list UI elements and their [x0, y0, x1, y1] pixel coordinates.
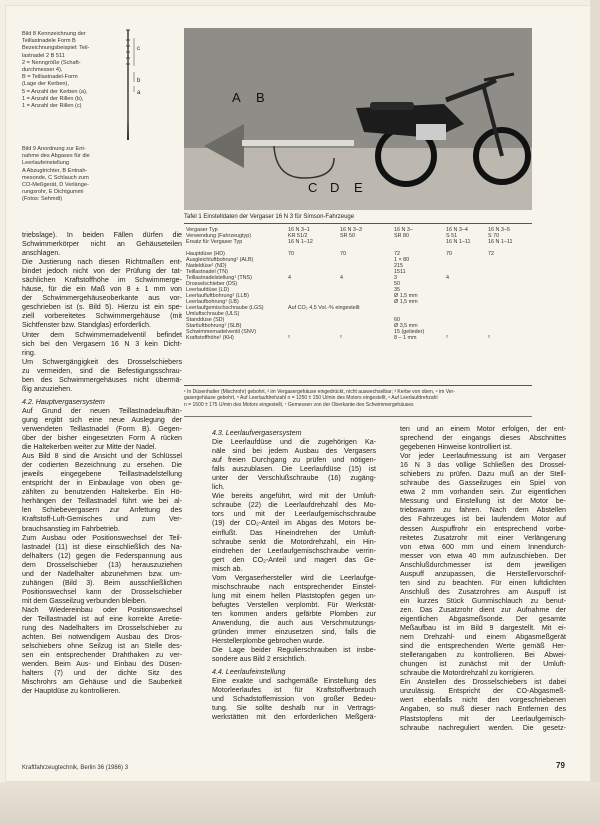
table-cell: Ersatz für Vergaser Typ: [186, 239, 243, 245]
text-line: über der bisher eingesetzten Form A rücken: [22, 434, 182, 443]
text-line: befugtes Verstellen verplombt. Für Werkstät-: [212, 600, 376, 609]
text-line: sprechend der eingangs dieses Abschnittes: [400, 434, 566, 443]
caption8-line: 1 = Anzahl der Rillen (c): [22, 103, 82, 110]
table-cell: 4: [340, 275, 343, 281]
text-line: eigentlichen Abgasmeßsonde. Der gesamte: [400, 614, 566, 623]
text-line: reitetes Zusatzrohr mit einer Verlängerung: [400, 533, 566, 542]
text-column-left: [22, 231, 182, 696]
photo-label-d: D: [330, 180, 340, 195]
text-line: ben des Schwimmergehäuses nicht übermä-: [22, 375, 182, 384]
caption8-line: (Lage der Kerben),: [22, 81, 69, 88]
text-line: ziell vorbereitetes Schwimmergehäuse (mit: [22, 312, 182, 321]
caption9-line: CO-Meßgerät, D Verlänge-: [22, 182, 89, 189]
text-line: Die Lage beider Regulierschrauben ist insbe-: [212, 646, 376, 655]
text-line: Messung und Einstellung ist der Motor be-: [400, 497, 566, 506]
text-line: auf freien Durchgang zu prüfen und nötigen-: [212, 456, 376, 465]
photo-label-a: A: [232, 90, 241, 105]
caption9-line: A Abzugtrichter, B Entnah-: [22, 167, 88, 174]
text-line: mischschraube nach entsprechender Einstel-: [212, 582, 376, 591]
text-line: nem Drehzahl- und einem Abgasmeßgerät: [400, 633, 566, 642]
caption9-line: (Fotos: Sehmdt): [22, 196, 63, 203]
text-line: der Teillastnadel ist auf eine korrekte Arretie-: [22, 614, 182, 623]
text-line: wert ebenfalls nicht den vorgeschriebenen: [400, 696, 566, 705]
text-line: halters (7) und der dichte Sitz des: [22, 669, 182, 678]
text-line: selschiebers ohne Seilzug ist an Stelle des-: [22, 642, 182, 651]
table-cell: Kraftstoffhöhe¹ (KH): [186, 335, 234, 341]
text-line: zählten zu benutzenden Haltekerbe. Ein Hö-: [22, 488, 182, 497]
caption8-line: durchmesser 4),: [22, 67, 63, 74]
footnote-line: ¹ In Düsenhalter (Mischrohr) gebohrt, ² im Vergasergehäuse eingedrückt, nicht auswechselbar; ³ Kerbe von oben, ⁴ im Ver-: [184, 389, 455, 395]
table-cell: 60: [394, 317, 400, 323]
table-cell: Ausgleichluftbohrung¹ (ALB): [186, 257, 254, 263]
text-line: Zum Ausbau oder Positionswechsel der Teil-: [22, 533, 182, 542]
table-cell: Teillastnadel (TN): [186, 269, 228, 275]
section-divider: [184, 416, 532, 417]
text-line: Unter dem Schwimmernadelventil befindet: [22, 330, 182, 339]
table-cell: Leerlaufbohrung¹ (LB): [186, 299, 239, 305]
text-line: mit dem Gasseilzug verbunden bleiben.: [22, 596, 147, 605]
page-number: 79: [556, 761, 565, 770]
text-line: der codierten Bezeichnung zu ersehen. Die: [22, 461, 182, 470]
table-cell: Verwendung (Fahrzeugtyp): [186, 233, 252, 239]
text-line: werkstätten mit den erforderlichen Meßgerä-: [212, 713, 376, 722]
caption9-line: Leerlaufeinstellung: [22, 160, 69, 167]
table-cell: KR 51/2: [288, 233, 308, 239]
caption8-line: 2 = Nenngröße (Schaft-: [22, 59, 81, 66]
table-cell: Schwimmernadelventil (SNV): [186, 329, 257, 335]
table-cell: 72: [394, 251, 400, 257]
text-line: lastnadel (11) ist diese einschließlich des Na-: [22, 542, 182, 551]
table-cell: 70: [446, 251, 452, 257]
table-cell: 4: [288, 275, 291, 281]
text-line: gert den CO₂-Anteil und magert das Ge-: [212, 555, 376, 564]
photo-label-e: E: [354, 180, 363, 195]
text-column-right: [400, 425, 566, 733]
text-line: Wie bereits angeführt, wird mit der Umluft-: [212, 492, 376, 501]
table-column-16n3-3: [340, 227, 362, 341]
text-line: Kraftstoff-Luft-Gemisches und zum Ver-: [22, 515, 182, 524]
table-cell: 16 N 3–4: [446, 227, 468, 233]
table-cell: 35: [394, 287, 400, 293]
table-cell: 3: [394, 275, 397, 281]
table-cell: Ø 1,5 mm: [394, 299, 418, 305]
table-cell: Standdüse (SD): [186, 317, 225, 323]
paper-edge-bottom: [0, 782, 600, 825]
section-heading: 4.2. Hauptvergasersystem: [22, 397, 105, 406]
text-line: delhalters (12) gegen die Federspannung aus: [22, 551, 182, 560]
table-cell: 70: [340, 251, 346, 257]
table-cell: 50: [394, 281, 400, 287]
text-line: schraube des Gasseilzuges ein Spiel von: [400, 479, 566, 488]
text-line: geschrieben ist (s. Bild 5). Hierzu ist ein spe-: [22, 303, 182, 312]
footnote-line: gasergehäuse gebohrt, ⁵ Auf Leerlaufdrehzahl n = 1250 ± 150 U/min des Motors eingestellt, ⁶ Auf Leerlaufdrehzahl: [184, 395, 438, 402]
text-line: schraube nachreguliert werden. Die gesetz-: [400, 723, 566, 732]
table-cell: 72: [488, 251, 494, 257]
text-line: schraube (22) die Leerlaufdrehzahl des Mo-: [212, 501, 376, 510]
text-line: ßig anzuziehen.: [22, 384, 73, 393]
moped-exhaust-photo: [184, 28, 532, 210]
text-line: gründen immer einzusetzen sind, falls die: [212, 628, 376, 637]
figure-8-caption: [22, 31, 134, 110]
text-line: Eine exakte und sachgemäße Einstellung des: [212, 677, 376, 686]
text-line: Um Schwergängigkeit des Drosselschiebers: [22, 357, 182, 366]
table-cell: Leerlaufluftbohrung¹ (LLB): [186, 293, 249, 299]
text-line: Aus Bild 8 sind die Ansicht und der Schlüssel: [22, 452, 182, 461]
text-line: häuse, für die ein Maß von 8 ± 1 mm von: [22, 285, 182, 294]
table-cell: Ø 1,5 mm: [394, 293, 418, 299]
text-line: lung mit einem hellen Plaststopfen gegen un-: [212, 591, 376, 600]
text-line: anschlagen.: [22, 249, 61, 258]
caption8-line: lastnadel 2 B 511: [22, 52, 65, 59]
table-title: Tafel 1 Einstelldaten der Vergaser 16 N 3 für Simson-Fahrzeuge: [184, 214, 355, 220]
paper-edge-right: [590, 0, 600, 825]
text-column-middle: [212, 425, 376, 723]
table-cell: 16 N 3–: [394, 227, 413, 233]
table-cell: Nadeldüse¹ (ND): [186, 263, 227, 269]
text-line: (19) der CO₂-Anteil im Abgas des Motors be-: [212, 519, 376, 528]
text-line: des Fahrzeuges ist bei laufendem Motor auf: [400, 515, 566, 524]
text-line: Mischrohrs am Gehäuse und die Sauberkeit: [22, 678, 182, 687]
text-line: Nach Wiedereinbau oder Positionswechsel: [22, 605, 182, 614]
table-cell: 1 × 80: [394, 257, 410, 263]
table-footnotes: [184, 389, 534, 408]
text-line: gung ergibt sich eine neue Auslegung der: [22, 415, 182, 424]
text-line: sind die entsprechenden Werte gemäß Her-: [400, 642, 566, 651]
text-line: die Haltekerben weiter zur Mitte der Nadel.: [22, 443, 157, 452]
text-line: von etwa 600 mm und einem Innendurch-: [400, 542, 566, 551]
text-line: Plaststopfens mit der Leerlaufgemisch-: [400, 714, 566, 723]
text-line: 16 N 3 das völlige Schließen des Drossel-: [400, 461, 566, 470]
text-line: verwendeten Teillastnadel (Form B). Gegen-: [22, 424, 182, 433]
text-line: der Schwimmergehäuseoberkante aus vor-: [22, 294, 182, 303]
caption8-line: B = Teillastnadel-Form: [22, 74, 78, 81]
text-line: und der Nadelhalter abzunehmen bzw. um-: [22, 569, 182, 578]
text-line: tung. Sie sollte deshalb nur in Vertrags-: [212, 704, 376, 713]
section-heading: 4.4. Leerlaufeinstellung: [212, 668, 286, 677]
text-line: Sichtfenster bzw. Standglas) erforderlich.: [22, 321, 151, 330]
table-cell: 70: [288, 251, 294, 257]
text-line: unzulässig. Entspricht der CO-Abgasmeß-: [400, 687, 566, 696]
table-cell: Hauptdüse (HD): [186, 251, 225, 257]
text-line: jeweils eingegebene Teillastnadelstellung: [22, 470, 182, 479]
text-line: tors und mit der Leerlaufgemischschraube: [212, 510, 376, 519]
text-line: näle sind bei jedem Ausbau des Vergasers: [212, 447, 376, 456]
table-cell: ²: [446, 335, 448, 341]
table-cell: Vergaser Typ: [186, 227, 218, 233]
table-cell: 16 N 3–3: [340, 227, 362, 233]
table-cell: Ø 3,5 mm: [394, 323, 418, 329]
needle-label-a: a: [137, 90, 141, 96]
text-line: entspricht der in Einbaulage von oben ge-: [22, 479, 182, 488]
caption9-line: Bild 9 Anordnung zur Ent-: [22, 146, 86, 152]
text-line: ten und an einem Motor erfolgen, der ent-: [400, 425, 566, 433]
text-line: Vor jeder Leerlaufmessung ist am Vergaser: [400, 452, 566, 461]
text-line: triebswarm zu fahren. Nach dem Abstellen: [400, 506, 566, 515]
text-line: ten kommen anders gefärbte Plomben zur: [212, 609, 376, 618]
table-column-16n3-5: [488, 227, 512, 341]
text-line: falls auszublasen. Die Leerlaufdüse (15) ist: [212, 465, 376, 474]
table-cell: 4: [446, 275, 449, 281]
needle-label-c: c: [137, 46, 140, 52]
text-line: schiebers zu prüfen. Dazu muß an der Stell-: [400, 470, 566, 479]
text-line: Anschluß des Zusatzrohres am Auspuff ist: [400, 587, 566, 596]
text-line: schraube die Motordrehzahl zu korrigieren.: [400, 669, 535, 678]
table-cell: Teillastnadelstellung¹ (TNS): [186, 275, 252, 281]
text-line: Anwendung, die auch aus Verschmutzungs-: [212, 618, 376, 627]
table-cell: 16 N 3–5: [488, 227, 510, 233]
text-line: zu vermeiden, sind die Befestigungsschrau-: [22, 366, 182, 375]
table-cell: Umluftschraube (ULS): [186, 311, 240, 317]
table-cell: Drosselschieber (DS): [186, 281, 238, 287]
text-line: dem Drosselschieber (13) herauszuziehen: [22, 560, 182, 569]
text-line: achten. Bei notwendigem Ausbau des Dros-: [22, 633, 182, 642]
table-cell: ²: [488, 335, 490, 341]
text-line: ten sind zu beachten. Für einen luftdichten: [400, 578, 566, 587]
text-line: len Schiebevergasern zur Anfettung des: [22, 506, 182, 515]
table-bottom-rule: [184, 385, 532, 386]
text-line: unter der Verschlußschraube (16) zugäng-: [212, 474, 376, 483]
table-cell: 1511: [394, 269, 406, 275]
text-line: Angaben, so muß dieser nach Entfernen des: [400, 705, 566, 714]
needle-drawing: [120, 28, 150, 148]
text-line: sich bei den Vergasern 16 N 3 kein Dicht-: [22, 339, 182, 348]
caption9-line: nahme des Abgases für die: [22, 153, 90, 160]
text-line: Die Leerlaufdüse und die zugehörigen Ka-: [212, 438, 376, 447]
table-cell: S 70: [488, 233, 500, 239]
table-column-16n3-sr80: [394, 227, 424, 341]
table-cell: 8 – 1 mm: [394, 335, 417, 341]
table-cell: Leerlaufdüse (LD): [186, 287, 230, 293]
photo-label-b: B: [256, 90, 265, 105]
table-cell: 16 N 1–11: [488, 239, 513, 245]
caption8-line: Teillastnadele Form B: [22, 38, 76, 45]
text-line: sen ein entsprechender Drahthaken zu ver-: [22, 651, 182, 660]
text-line: sächlichen Kraftstoffhöhe im Schwimmerge-: [22, 276, 182, 285]
table-column-parameters: [186, 227, 264, 341]
caption9-line: mesonde, C Schlauch zum: [22, 174, 89, 181]
caption9-line: rungsrohr, E Dichtgummi: [22, 189, 84, 196]
text-line: Vom Vergaserhersteller wird die Leerlaufge-: [212, 573, 376, 582]
text-line: und Schadstoffemission von großer Bedeu-: [212, 695, 376, 704]
table-cell: Startluftbohrung¹ (SLB): [186, 323, 242, 329]
table-cell: 215: [394, 263, 403, 269]
table-cell: Leerlaufgemischschraube (LGS): [186, 305, 264, 311]
text-line: gegebenen Hinweise kontrolliert ist.: [400, 443, 512, 452]
text-line: wenden. Beim Aus- und Einbau des Düsen-: [22, 660, 182, 669]
text-line: misch ab.: [212, 564, 243, 573]
text-line: bindet jedoch nicht von der Prüfung der tat-: [22, 267, 182, 276]
text-line: sondere aus Bild 2 ersichtlich.: [212, 655, 307, 664]
caption8-line: Bezeichnungsbeispiel: Teil-: [22, 45, 90, 52]
caption8-line: 1 = Anzahl der Rillen (b),: [22, 95, 84, 102]
table-cell: 15 (gelieder): [394, 329, 425, 335]
text-line: Auspuff anzupassen, die Herstellervorschrif-: [400, 569, 566, 578]
table-cell: 16 N 1–11: [446, 239, 471, 245]
table-cell: SR 50: [340, 233, 355, 239]
figure-9-caption: [22, 146, 134, 204]
text-line: schraube senkt die Motordrehzahl, ein Hin-: [212, 537, 376, 546]
text-line: brauchsanstieg im Fahrbetrieb.: [22, 524, 120, 533]
text-line: Ein Anstellen des Drosselschiebers ist dabei: [400, 678, 566, 687]
text-line: ein kurzes Stück Gummischlauch zu benut-: [400, 596, 566, 605]
text-line: etwa 2 mm vorhanden sein. Zur eigentlichen: [400, 488, 566, 497]
section-heading: 4.3. Leerlaufvergasersystem: [212, 429, 302, 437]
text-line: Anschlußdurchmesser ist dem jeweiligen: [400, 560, 566, 569]
table-cell: ²: [288, 335, 290, 341]
text-line: lich.: [212, 483, 225, 492]
text-line: Motorleerlaufes ist für Kraftstoffverbrauch: [212, 686, 376, 695]
text-line: Positionswechsel kann der Drosselschieber: [22, 587, 182, 596]
text-line: Meßaufbau ist im Bild 9 dargestellt. Mit ei-: [400, 624, 566, 633]
table-cell: S 51: [446, 233, 458, 239]
table-cell: 16 N 3–1: [288, 227, 310, 233]
table-cell: 16 N 1–12: [288, 239, 313, 245]
caption8-line: 5 = Anzahl der Kerben (a),: [22, 88, 88, 95]
text-line: herhängen der Teillastnadel führt wie bei al-: [22, 497, 182, 506]
text-line: dessen Auspuffrohr ein entsprechend vorbe-: [400, 524, 566, 533]
table-top-rule: [184, 223, 532, 224]
needle-label-b: b: [137, 78, 141, 84]
text-line: ring.: [22, 348, 36, 357]
table-cell: ²: [340, 335, 342, 341]
caption8-line: Bild 8 Kennzeichnung der: [22, 31, 86, 37]
text-line: messer von etwa 40 mm aufzuschieben. Der: [400, 551, 566, 560]
table-cell: SR 80: [394, 233, 409, 239]
text-line: eindrehen der Leerlaufgemischschraube verrin-: [212, 546, 376, 555]
table-column-16n3-4: [446, 227, 470, 341]
text-line: stellerangaben zu kontrollieren. Bei Abwei-: [400, 651, 566, 660]
table-cell: Auf CO₂ 4,5 Vol.-% eingestellt: [288, 305, 360, 311]
text-line: chungen ist zunächst mit der Umluft-: [400, 660, 566, 669]
journal-footer: Kraftfahrzeugtechnik, Berlin 36 (1986) 3: [22, 765, 129, 771]
text-line: rung des Nadelhalters im Drosselschieber zu: [22, 624, 182, 633]
text-line: Schwimmerkörper nicht an Gehäuseteilen: [22, 240, 182, 249]
text-line: zuhängen (Bild 3). Beim ausschließlichen: [22, 578, 182, 587]
text-line: Auf Grund der neuen Teillastnadelaufhän-: [22, 406, 182, 415]
text-line: Herstellerplombe gebrochen wurde.: [212, 637, 325, 646]
text-line: einflußt. Das Hineindrehen der Umluft-: [212, 528, 376, 537]
text-line: Die Justierung nach diesen Richtmaßen ent-: [22, 258, 182, 267]
text-line: der Hauptdüse zu kontrollieren.: [22, 687, 121, 696]
photo-label-c: C: [308, 180, 318, 195]
footnote-line: n = 1500 ± 175 U/min des Motors eingestellt, ⁷ Gemessen von der Oberkante des Schwimmergehäuses: [184, 401, 414, 408]
text-line: zen. Das Zusatzrohr dient zur Aufnahme der: [400, 605, 566, 614]
text-line: triebslage). In beiden Fällen dürfen die: [22, 231, 182, 239]
